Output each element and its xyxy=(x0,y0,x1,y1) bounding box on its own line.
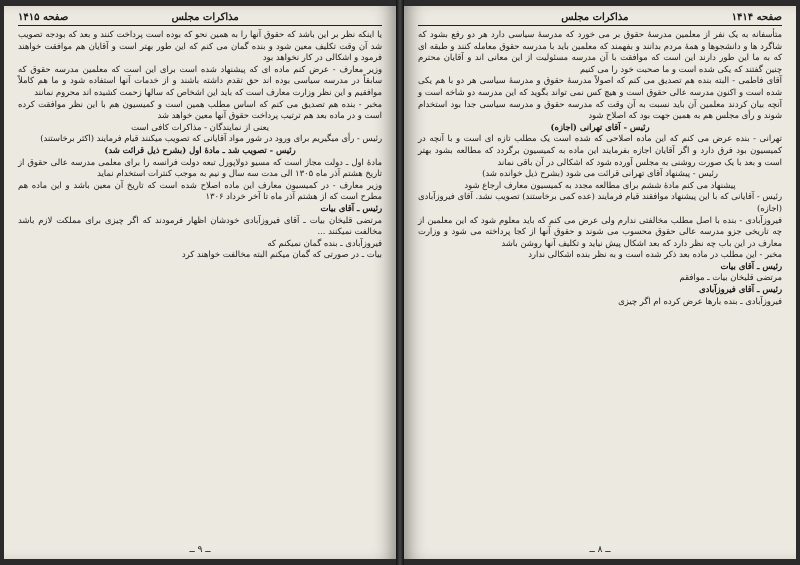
signature-line: فیروزآبادی ـ بنده گمان نمیکنم که xyxy=(267,237,382,248)
speaker-line: رئیس - آقای تهرانی (اجازه) xyxy=(550,121,650,132)
left-page-number: صفحه ۱۴۱۵ xyxy=(18,12,69,23)
speaker-line: رئیس - تصویب شد ـ مادهٔ اول (بشرح ذیل قرائت شد) xyxy=(104,144,296,155)
left-running-title: مذاکرات مجلس xyxy=(171,12,239,23)
signature-line: مرتضی قلیخان بیات ـ موافقم xyxy=(679,272,782,283)
left-page-body xyxy=(18,29,382,261)
signature-line: بیات ـ در صورتی که گمان میکنم البته مخالفت خواهند کرد xyxy=(181,249,382,260)
paragraph: مخبر - این مطلب در ماده بعد ذکر شده است و به نظر بنده اشکالی ندارد xyxy=(528,249,782,260)
speaker-line: یعنی از نمایندگان - مذاکرات کافی است xyxy=(131,121,269,132)
paragraph: تهرانی - بنده عرض می کنم که این ماده اصلاحی که شده است یک مطلب تازه ای است و با آنچه در کمیسیون بود فرق دارد و اگر آقایان اجازه بفرمایند این ماده به کمیسیون برگردد که مطالعه بشود بهتر است و بعد با یک صورت روشنی به مجلس آورده شود که اشکالی در آن باقی نماند xyxy=(418,133,782,167)
paragraph: فیروزآبادی - بنده با اصل مطلب مخالفتی ندارم ولی عرض می کنم که باید معلوم شود که این معلمین از چه تاریخی جزو مدرسه عالی حقوق محسوب می شوند و حقوق آنها از کجا پرداخته می شود و وزارت معارف در این باب چه نظر دارد که بعد اشکال پیش نیاید و تکلیف آنها روشن باشد xyxy=(418,214,782,248)
right-running-title: مذاکرات مجلس xyxy=(561,12,629,23)
right-page-footer: ــ ۸ ــ xyxy=(589,545,611,555)
right-page-body xyxy=(418,29,782,307)
right-page xyxy=(404,6,796,559)
signature-line: فیروزآبادی ـ بنده بارها عرض کرده ام اگر چیزی xyxy=(618,295,782,306)
book-gutter xyxy=(396,0,404,565)
paragraph: یا اینکه نظر بر این باشد که حقوق آنها را به همین نحو که بوده است پرداخت کنند و بعد که بودجه تصویب شد آن وقت تکلیف معین شود و بنده گمان می کنم که این طور بهتر است و آقایان هم موافقت خواهند فرمود و اشکالی در کار نخواهد بود xyxy=(18,29,382,63)
left-page-footer: ــ ۹ ــ xyxy=(189,545,211,555)
signature-line: مرتضی قلیخان بیات ـ آقای فیروزآبادی خودشان اظهار فرمودند که اگر چیزی برای مملکت لازم باشد مخالفت نمیکنند ... xyxy=(18,214,382,237)
left-page xyxy=(4,6,396,559)
article-text: مادهٔ اول ـ دولت مجاز است که مسیو دولاپورل تبعه دولت فرانسه را برای معلمی مدرسه عالی حقوق از تاریخ هشتم آذر ماه ۱۳۰۵ الی مدت سه سال و نیم به موجب کنترات استخدام نماید xyxy=(18,156,382,179)
speaker-line: رئیس - پیشنهاد آقای تهرانی قرائت می شود (بشرح ذیل خوانده شد) xyxy=(482,168,718,179)
paragraph: وزیر معارف - در کمیسیون معارف این ماده اصلاح شده است که تاریخ آن معین باشد و این ماده هم مطرح است که از هشتم آذر ماه تا آخر خرداد ۱۳۰۶ xyxy=(18,179,382,202)
paragraph: رئیس - آقایانی که با این پیشنهاد موافقند قیام فرمایند (عده کمی برخاستند) تصویب نشد. آقای فیروزآبادی (اجازه) xyxy=(418,191,782,213)
right-page-header xyxy=(418,12,782,26)
signature-line: رئیس ـ آقای فیروزآبادی xyxy=(699,284,782,295)
paragraph: متأسفانه به یک نفر از معلمین مدرسهٔ حقوق بر می خورد که مدرسهٔ سیاسی دارد هر دو رفع بشود که شاگرد ها و دانشجوها و همهٔ مردم بدانند و بفهمند که معلمین باید با مدرسه حقوق معامله کنند و طبقه ای که به ما این طور دارند این است که موافقت با آن مدرسه مسئولیت از این معانی اند و آقایان محترم چنین گفتند که یکی شده است و ما صحبت خود را می کنیم xyxy=(418,29,782,74)
paragraph: آقای فاطمی - البته بنده هم تصدیق می کنم که اصولاً مدرسهٔ حقوق و مدرسهٔ سیاسی هر دو با هم یکی شده است و اکنون مدرسه عالی حقوق است و هیچ کس نمی تواند بگوید که این مدرسه دو شاخه است و آنچه بیان کردند معلمین آن باید نسبت به آن وقت که مدرسه حقوق و مدرسه سیاسی جدا بود استخدام شوند و رأی مجلس هم به همین جهت بود که اصلاح شود xyxy=(418,75,782,121)
left-page-header xyxy=(18,12,382,26)
right-page-number: صفحه ۱۴۱۴ xyxy=(731,12,782,23)
paragraph: رئیس - رأی میگیریم برای ورود در شور مواد آقایانی که تصویب میکنند قیام فرمایند (اکثر برخاستند) xyxy=(40,133,382,144)
paragraph: وزیر معارف - عرض کنم ماده ای که پیشنهاد شده است برای این است که معلمین مدرسه حقوق که سابقاً در مدرسه سیاسی بوده اند حق تقدم داشته باشند و از خدمات آنها استفاده شود و ما هم کاملاً موافقیم و این نظر وزارت معارف است که باید این اشخاص که سالها زحمت کشیده اند محروم نمانند xyxy=(18,63,382,97)
paragraph: مخبر - بنده هم تصدیق می کنم که اساس مطلب همین است و کمیسیون هم با این نظر موافقت کرده است و در ماده بعد هم ترتیب پرداخت حقوق آنها معین خواهد شد xyxy=(18,98,382,121)
signature-line: رئیس ـ آقای بیات xyxy=(320,202,382,213)
signature-line: رئیس ـ آقای بیات xyxy=(720,260,782,271)
motion-text: پیشنهاد می کنم مادهٔ ششم برای مطالعه مجدد به کمیسیون معارف ارجاع شود xyxy=(464,179,736,190)
